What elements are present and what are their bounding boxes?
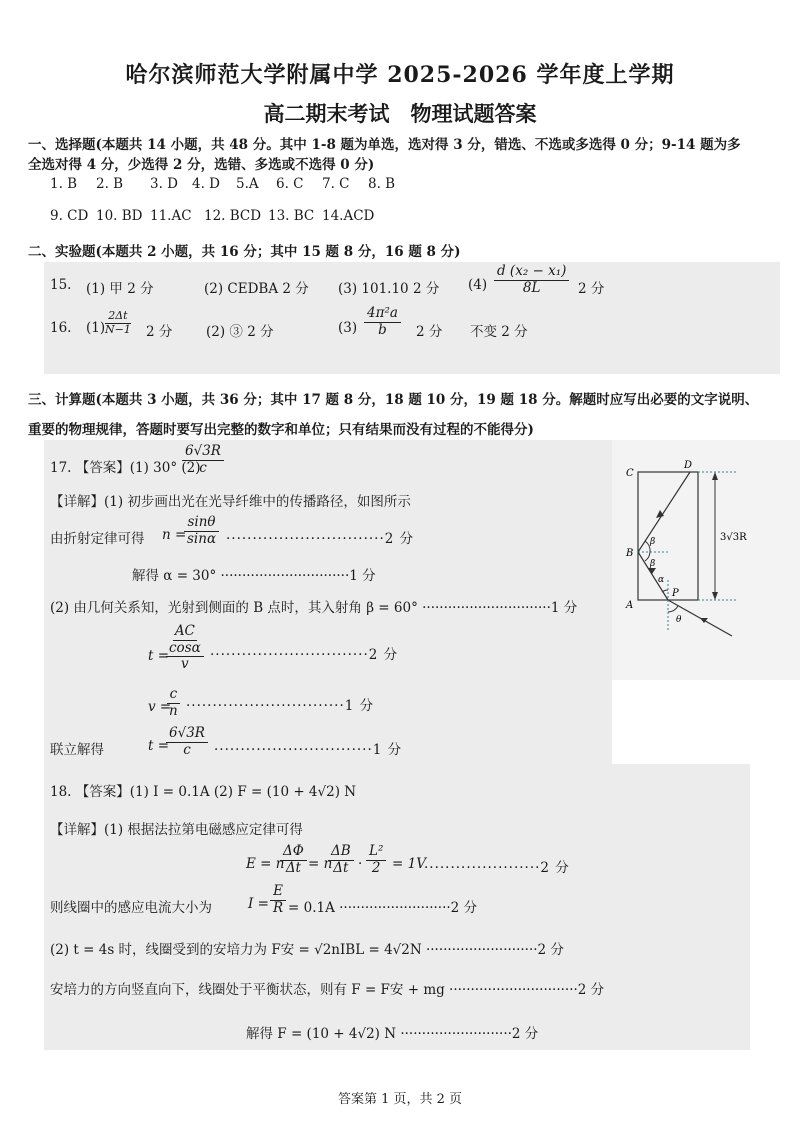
answer-13: 13. BC bbox=[268, 208, 315, 224]
q18-current-lead: I = bbox=[248, 896, 269, 912]
q17-t2-eq: t = bbox=[148, 738, 170, 754]
q17-v-numerator: c bbox=[167, 687, 181, 704]
section3-heading-line2: 重要的物理规律，答题时要写出完整的数字和单位；只有结果而没有过程的不能得分) bbox=[28, 422, 534, 438]
q15-part4-numerator: d (x₂ − x₁) bbox=[494, 264, 569, 281]
label-p: P bbox=[672, 588, 679, 599]
q15-part4-fraction bbox=[494, 264, 569, 296]
q16-part1-numerator: 2Δt bbox=[105, 310, 130, 324]
q15-part1: (1) 甲 2 分 bbox=[86, 281, 154, 297]
q17-t-numerator bbox=[166, 624, 204, 657]
answer-9: 9. CD bbox=[50, 208, 89, 224]
q17-n-numerator: sinθ bbox=[184, 515, 218, 532]
q18-result: 解得 F = (10 + 4√2) N ··························2 分 bbox=[246, 1026, 539, 1042]
q15-part4-label: (4) bbox=[468, 277, 488, 293]
optical-fiber-figure bbox=[612, 440, 800, 680]
q17-detail-intro: 【详解】(1) 初步画出光在光导纤维中的传播路径，如图所示 bbox=[50, 494, 411, 510]
q16-part1-score: 2 分 bbox=[146, 324, 173, 340]
q18-current-tail: = 0.1A ··························2 分 bbox=[288, 900, 478, 916]
q18-emf-lead: E = n bbox=[246, 856, 285, 872]
q17-n-denominator: sinα bbox=[187, 530, 217, 547]
section1-heading-line2: 全选对得 4 分，少选得 2 分，选错、多选或不选得 0 分) bbox=[28, 157, 375, 173]
q17-t-numerator-top: AC bbox=[174, 623, 195, 639]
q18-emf-fraction2 bbox=[328, 844, 354, 876]
answer-6: 6. C bbox=[276, 176, 304, 192]
q18-current-num: E bbox=[270, 884, 286, 901]
q15-number: 15. bbox=[50, 277, 72, 293]
answer-2: 2. B bbox=[96, 176, 124, 192]
answer-3: 3. D bbox=[150, 176, 178, 192]
q18-emf-f2-num: ΔB bbox=[328, 844, 354, 861]
q17-t-numerator-bottom: cosα bbox=[169, 639, 201, 656]
q17-combined-label: 联立解得 bbox=[50, 742, 104, 758]
label-c: C bbox=[626, 468, 634, 479]
q17-answer-denominator: c bbox=[199, 459, 207, 476]
answer-12: 12. BCD bbox=[204, 208, 262, 224]
q18-direction: 安培力的方向竖直向下，线圈处于平衡状态，则有 F = F安 + mg ······························2 分 bbox=[50, 982, 605, 998]
q17-t-eq: t = bbox=[148, 648, 170, 664]
q16-part3-denominator: b bbox=[378, 321, 387, 338]
q17-v-denominator: n bbox=[169, 702, 178, 719]
q16-part3-fraction bbox=[364, 306, 401, 338]
q17-t-fraction bbox=[166, 624, 204, 673]
page-subtitle: 高二期末考试 物理试题答案 bbox=[263, 101, 537, 126]
q17-answer-fraction bbox=[182, 444, 224, 476]
answer-7: 7. C bbox=[322, 176, 350, 192]
q16-part2: (2) ③ 2 分 bbox=[206, 324, 274, 340]
q18-current-den: R bbox=[273, 899, 284, 916]
q18-emf-f2-den: Δt bbox=[333, 859, 349, 876]
q15-part2: (2) CEDBA 2 分 bbox=[204, 281, 309, 297]
q17-answer-label: 17. 【答案】(1) 30° (2) bbox=[50, 460, 201, 476]
q18-emf-f3-den: 2 bbox=[371, 859, 381, 876]
label-height: 3√3R bbox=[720, 532, 747, 543]
q18-emf-mid: = n bbox=[308, 856, 333, 872]
optical-fiber-diagram bbox=[612, 440, 800, 680]
q15-part3: (3) 101.10 2 分 bbox=[338, 281, 440, 297]
q18-detail-intro: 【详解】(1) 根据法拉第电磁感应定律可得 bbox=[50, 822, 303, 838]
q18-current-label: 则线圈中的感应电流大小为 bbox=[50, 900, 212, 916]
q18-emf-tail: = 1V bbox=[392, 856, 426, 872]
answer-10: 10. BD bbox=[96, 208, 143, 224]
q16-part1-label: (1) bbox=[86, 320, 106, 336]
q18-current-fraction bbox=[270, 884, 286, 916]
q16-part3-score: 2 分 bbox=[416, 324, 443, 340]
q17-t2-denominator: c bbox=[183, 741, 191, 758]
q17-t2-score: ······························1 分 bbox=[214, 742, 403, 758]
answer-8: 8. B bbox=[368, 176, 396, 192]
q15-part4-score: 2 分 bbox=[578, 281, 605, 297]
q18-emf-dot: · bbox=[358, 856, 363, 872]
q17-n-score: ······························2 分 bbox=[226, 531, 415, 547]
dimension-arrow-top bbox=[712, 472, 718, 480]
label-d: D bbox=[684, 460, 693, 471]
q16-part4: 不变 2 分 bbox=[470, 324, 528, 340]
q16-number: 16. bbox=[50, 320, 72, 336]
q16-part1-fraction bbox=[102, 310, 134, 336]
section1-heading-line1: 一、选择题(本题共 14 小题，共 48 分。其中 1-8 题为单选，选对得 3 分，错选、不选或多选得 0 分；9-14 题为多 bbox=[28, 137, 741, 153]
label-theta: θ bbox=[676, 615, 682, 625]
q17-v-score: ······························1 分 bbox=[186, 698, 375, 714]
q18-emf-fraction1 bbox=[280, 844, 307, 876]
answer-14: 14.ACD bbox=[322, 208, 375, 224]
q17-v-eq: v = bbox=[148, 699, 172, 715]
answer-5: 5.A bbox=[236, 176, 259, 192]
q17-answer-numerator: 6√3R bbox=[182, 444, 224, 461]
answer-4: 4. D bbox=[192, 176, 220, 192]
q17-refraction-label: 由折射定律可得 bbox=[50, 531, 145, 547]
q18-emf-f3-num: L² bbox=[366, 844, 386, 861]
q18-answer: 18. 【答案】(1) I = 0.1A (2) F = (10 + 4√2) N bbox=[50, 784, 357, 800]
q18-part2: (2) t = 4s 时，线圈受到的安培力为 F安 = √2nIBL = 4√2N ··························2 分 bbox=[50, 942, 564, 958]
q17-t2-numerator: 6√3R bbox=[166, 726, 208, 743]
section3-heading-line1: 三、计算题(本题共 3 小题，共 36 分；其中 17 题 8 分，18 题 10 分，19 题 18 分。解题时应写出必要的文字说明、 bbox=[28, 392, 759, 408]
q15-part4-denominator: 8L bbox=[522, 279, 541, 296]
label-a: A bbox=[626, 600, 634, 611]
q18-emf-f1-den: Δt bbox=[285, 859, 301, 876]
q18-emf-fraction3 bbox=[366, 844, 386, 876]
q16-part1-denominator: N−1 bbox=[105, 322, 131, 336]
theta-arc bbox=[668, 606, 678, 612]
q17-t-denominator: v bbox=[181, 656, 189, 673]
section2-heading: 二、实验题(本题共 2 小题，共 16 分；其中 15 题 8 分，16 题 8 分) bbox=[28, 244, 461, 260]
q16-part3-label: (3) bbox=[338, 320, 358, 336]
label-beta-lower: β bbox=[650, 559, 656, 569]
alpha-arc bbox=[662, 590, 668, 592]
answer-11: 11.AC bbox=[150, 208, 192, 224]
label-b: B bbox=[626, 548, 634, 559]
label-alpha: α bbox=[658, 575, 665, 585]
page-footer: 答案第 1 页，共 2 页 bbox=[337, 1092, 463, 1107]
q17-t2-fraction bbox=[166, 726, 208, 758]
q17-n-eq: n = bbox=[162, 527, 187, 543]
label-beta-upper: β bbox=[650, 537, 656, 547]
answer-1: 1. B bbox=[50, 176, 78, 192]
q18-emf-f1-num: ΔΦ bbox=[280, 844, 307, 861]
page-title: 哈尔滨师范大学附属中学 2025-2026 学年度上学期 bbox=[125, 62, 675, 88]
q17-n-fraction bbox=[184, 515, 219, 547]
dimension-arrow-bottom bbox=[712, 592, 718, 600]
q17-solve1: 解得 α = 30° ······························1 分 bbox=[132, 568, 376, 584]
q17-t-score: ······························2 分 bbox=[210, 647, 399, 663]
q18-emf-score: ······················2 分 bbox=[424, 860, 570, 876]
q17-v-fraction bbox=[166, 687, 181, 719]
q17-part2: (2) 由几何关系知，光射到侧面的 B 点时，其入射角 β = 60° ······························1 分 bbox=[50, 600, 578, 616]
q16-part3-numerator: 4π²a bbox=[364, 306, 401, 323]
